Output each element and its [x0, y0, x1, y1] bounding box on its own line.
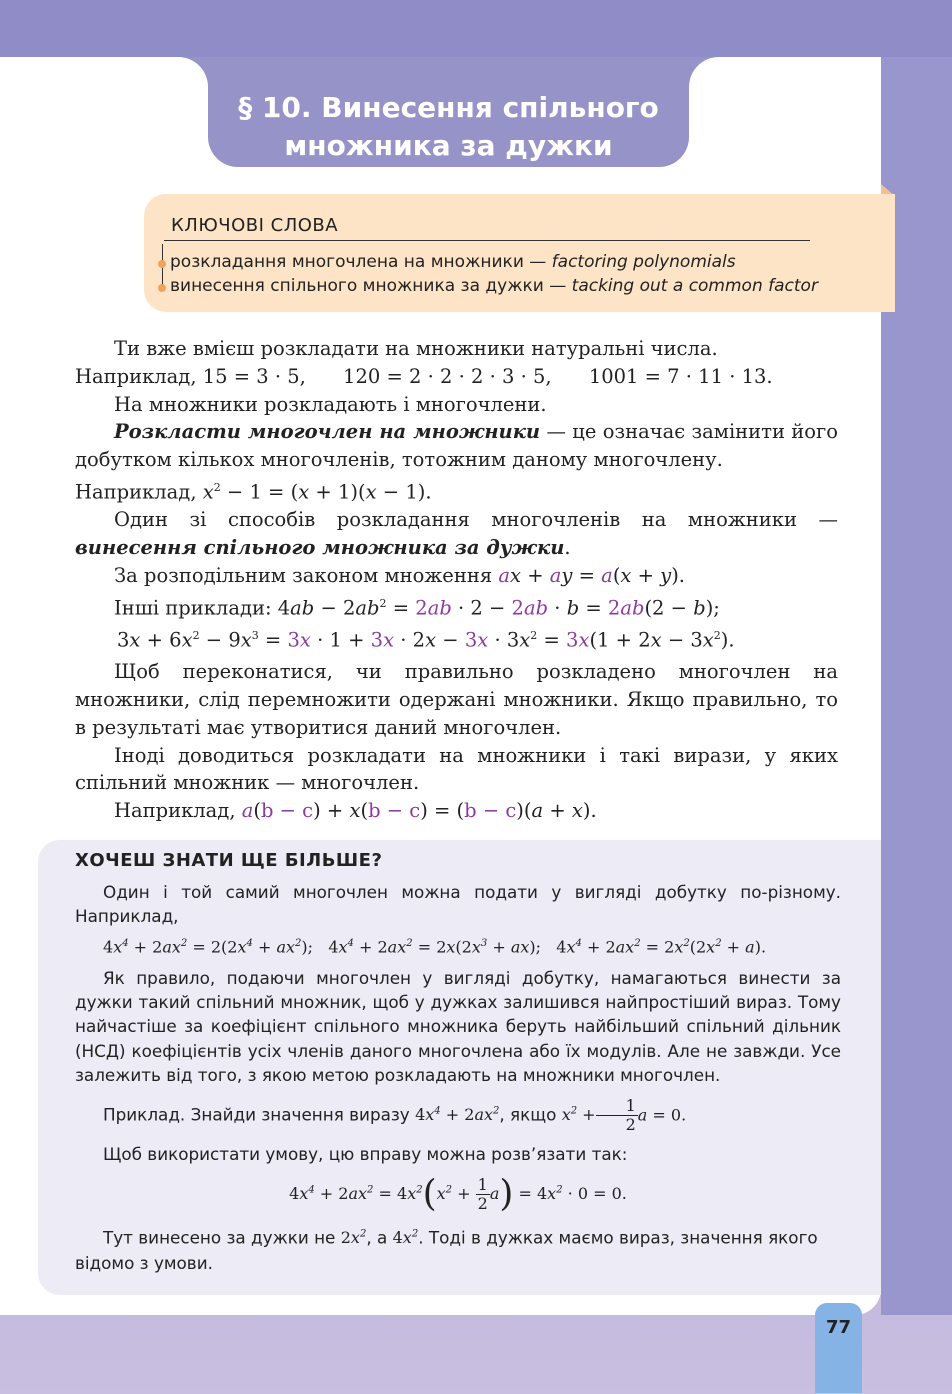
definition-paragraph: Розкласти многочлен на множники — це означає замінити його добутком кількох многочленів, тотожним даному многочлену. — [75, 420, 838, 472]
definition-term: Розкласти многочлен на множники — [114, 420, 541, 444]
formula-line: $3x + 6x^2 - 9x^3 = 3x \cdot 1 + 3x \cdot 2x - 3x \cdot 3x^2 = 3x(1 + 2x - 3x^2)$. — [117, 628, 735, 652]
more-info-box — [38, 840, 881, 1295]
section-title-line1: § 10. Винесення спільного — [238, 91, 659, 124]
paragraph: Приклад. Знайди значення виразу $4x^4 + 2ax^2$, якщо $x^2$ + $\frac{1}{2}$ a = 0. — [103, 1095, 687, 1134]
fraction: $\frac{1}{2}$ — [477, 1175, 488, 1214]
method-term: винесення спільного множника за дужки — [75, 536, 565, 560]
main-text — [75, 335, 838, 825]
paragraph: Один зі способів розкладання многочленів на множники — винесення спільного множника за дужки. — [75, 508, 838, 560]
more-info-heading: ХОЧЕШ ЗНАТИ ЩЕ БІЛЬШЕ? — [75, 850, 383, 871]
paragraph: Один і той самий многочлен можна подати у вигляді добутку по-різному. Наприклад, — [75, 882, 841, 927]
tab-notch-right — [689, 57, 719, 87]
paragraph: Наприклад, 15 = 3 · 5, 120 = 2 · 2 · 2 · 3 · 5, 1001 = 7 · 11 · 13. — [75, 364, 773, 388]
paragraph: Іноді доводиться розкладати на множники і такі вирази, у яких спільний множник — многочлен. — [75, 743, 838, 795]
section-title-line2: множника за дужки — [284, 129, 613, 162]
paragraph: Інші приклади: $4ab - 2ab^2 = 2ab \cdot 2 - 2ab \cdot b = 2ab(2 - b)$; — [114, 596, 720, 620]
paragraph: Щоб переконатися, чи правильно розкладено многочлен на множники, слід перемножити одержані множники. Якщо правильно, то в результаті має утворитися даний многочлен. — [75, 660, 838, 739]
bullet-icon — [158, 284, 166, 292]
paragraph: За розподільним законом множення ax + ay = a(x + y). — [114, 563, 686, 587]
keyword-item: розкладання многочлена на множники — factoring polynomials — [170, 252, 736, 272]
paragraph: Тут винесено за дужки не $2x^2$, а $4x^2$. Тоді в дужках маємо вираз, значення якого відомо з умови. — [75, 1227, 818, 1273]
paragraph: Ти вже вмієш розкладати на множники натуральні числа. — [114, 337, 718, 360]
bullet-icon — [158, 260, 166, 268]
keywords-box — [144, 194, 895, 312]
tab-notch-left — [178, 57, 208, 87]
keyword-item: винесення спільного множника за дужки — tacking out a common factor — [170, 276, 818, 296]
formula-line: $4x^4 + 2ax^2 = 4x^2(x^2$ + $\frac{1}{2}$ $a) = 4x^2 \cdot 0 = 0$. — [289, 1173, 627, 1215]
paragraph: Як правило, подаючи многочлен у вигляді добутку, намагаються винести за дужки такий спільний множник, щоб у дужках залишився найпростіший вираз. Тому найчастіше за коефіцієнт спільного множника беруть найбільший спільний дільник (НСД) коефіцієнтів усіх членів даного многочлена або їх модулів. Але не завжди. Усе залежить від того, з якою метою розкладають на множники многочлен. — [75, 967, 841, 1085]
more-info-text — [75, 880, 841, 1275]
formula-line: $4x^4 + 2ax^2 = 2(2x^4 + ax^2)$; $4x^4 + 2ax^2 = 2x(2x^3 + ax)$; $4x^4 + 2ax^2 = 2x^2(2x^2 + a)$. — [103, 937, 767, 957]
page-number: 77 — [815, 1303, 862, 1393]
section-title — [208, 57, 689, 167]
paragraph: На множники розкладають і многочлени. — [114, 392, 547, 416]
keywords-heading: КЛЮЧОВІ СЛОВА — [171, 215, 339, 236]
keywords-divider — [164, 240, 810, 241]
top-band — [0, 0, 952, 57]
paragraph: Наприклад, $x^2 - 1 = (x + 1)(x - 1)$. — [75, 480, 432, 504]
paragraph: Наприклад, a(b − c) + x(b − c) = (b − c)(a + x). — [114, 799, 597, 823]
paragraph: Щоб використати умову, цю вправу можна розв’язати так: — [103, 1143, 628, 1164]
fraction: $\frac{1}{2}$ — [596, 1097, 638, 1134]
